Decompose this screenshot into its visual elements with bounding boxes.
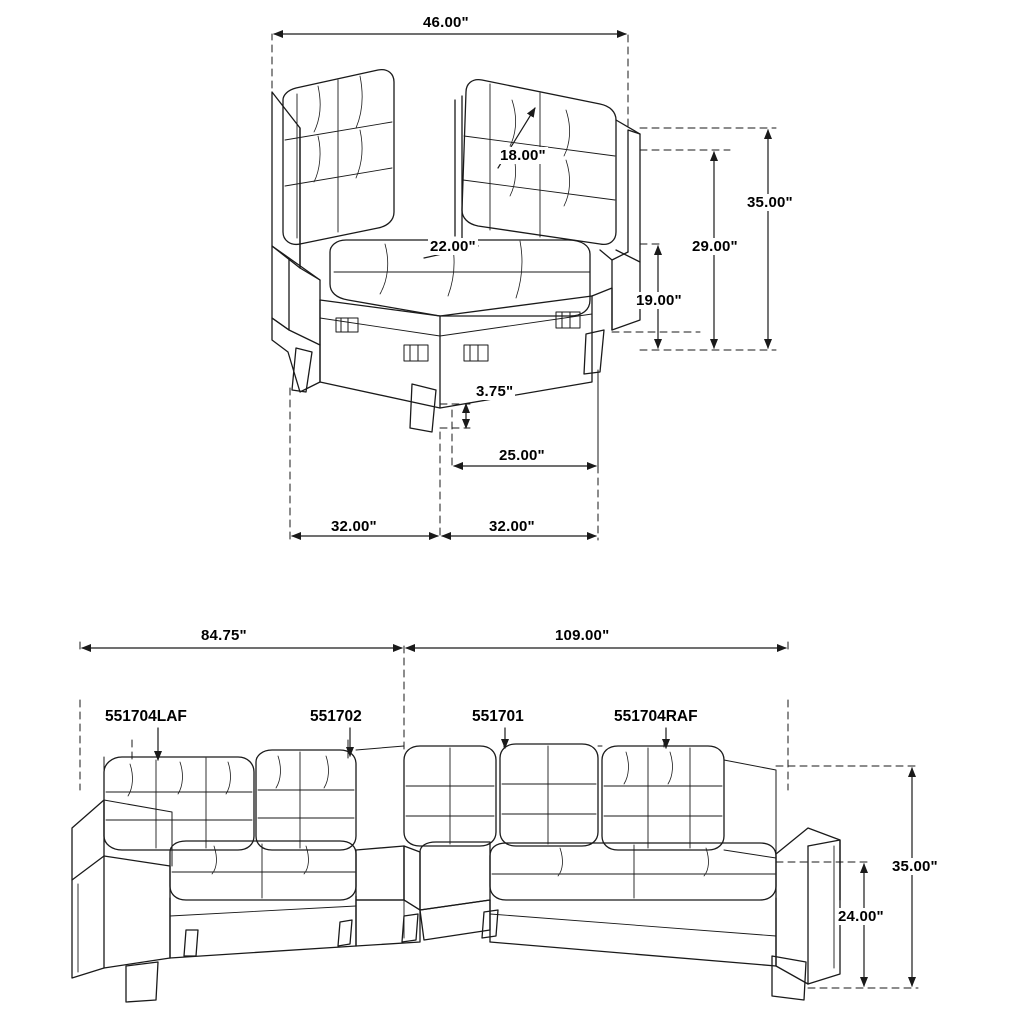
dim-top-arm-height: 19.00" [636, 292, 682, 309]
dim-top-seat-depth: 22.00" [430, 238, 476, 255]
part-label-corner: 551701 [472, 708, 524, 725]
dim-bottom-right-run: 109.00" [555, 627, 610, 644]
dim-bottom-seat-back-height: 24.00" [838, 908, 884, 925]
dim-bottom-left-run: 84.75" [201, 627, 247, 644]
part-label-raf: 551704RAF [614, 708, 698, 725]
dim-top-overall-width: 46.00" [423, 14, 469, 31]
dim-top-back-cushion-height: 18.00" [500, 147, 546, 164]
dim-top-overall-height: 35.00" [747, 194, 793, 211]
bottom-dimension-arrows [82, 648, 912, 986]
assembled-sectional-drawing [72, 744, 840, 1002]
part-label-armless: 551702 [310, 708, 362, 725]
dim-bottom-overall-height: 35.00" [892, 858, 938, 875]
part-label-laf: 551704LAF [105, 708, 187, 725]
dim-top-right-depth: 32.00" [489, 518, 535, 535]
dim-top-seat-width: 25.00" [499, 447, 545, 464]
dim-top-seat-back-height: 29.00" [692, 238, 738, 255]
top-extension-lines [272, 34, 776, 540]
dim-top-leg-height: 3.75" [476, 383, 514, 400]
dim-top-left-depth: 32.00" [331, 518, 377, 535]
